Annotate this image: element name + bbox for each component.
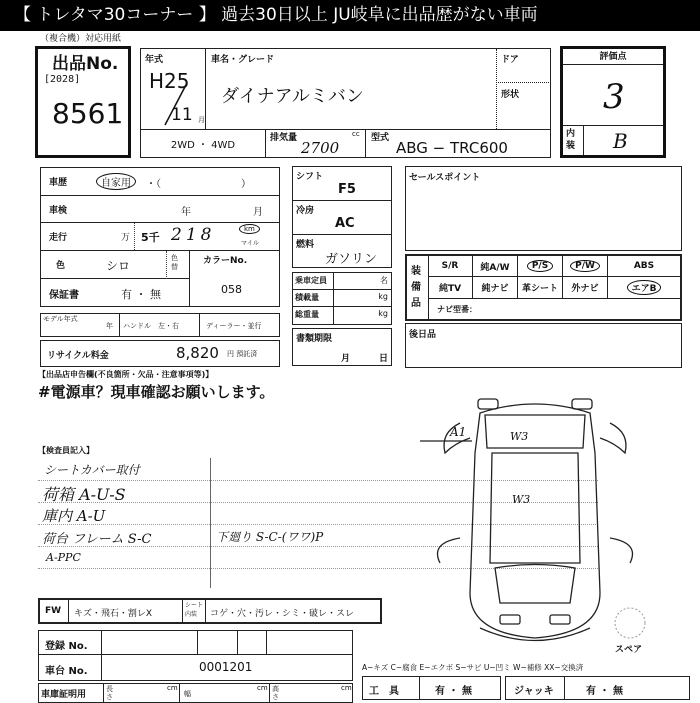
recycle-row — [40, 340, 280, 367]
shift-label: シフト — [296, 172, 324, 182]
shape-label: 形状 — [501, 90, 520, 100]
fw-label: FW — [45, 606, 62, 616]
equip-tv: 純TV — [428, 277, 473, 298]
equip-pw-label: P/W — [570, 260, 600, 272]
recycle-label: リサイクル料金 — [47, 351, 109, 361]
displacement-unit: cc — [352, 130, 360, 138]
color-change: 色替 — [171, 254, 178, 271]
damage-mark: A1 — [450, 425, 467, 439]
load-label: 積載量 — [295, 293, 319, 302]
model-value: ABG − TRC600 — [396, 139, 508, 157]
vehicle-box — [140, 48, 551, 158]
damage-mark: W3 — [510, 430, 529, 443]
history-value: 自家用 — [96, 173, 136, 190]
gross-label: 総重量 — [295, 310, 319, 319]
interior-score: B — [613, 129, 628, 153]
seller-note-label: 【出品店申告欄(不良箇所・欠品・注意事項等)】 — [38, 370, 214, 379]
cert-unit: cm — [341, 684, 352, 692]
lot-box — [35, 46, 131, 158]
inspection-label: 車検 — [49, 206, 68, 216]
ac-label: 冷房 — [296, 206, 315, 216]
equip-ext-nav: 外ナビ — [563, 277, 608, 298]
inspector-line: A-PPC — [46, 551, 81, 564]
equip-pw — [563, 256, 608, 276]
inspector-label: 【検査員記入】 — [38, 446, 94, 455]
lot-stamp: [2028] — [44, 74, 81, 85]
warranty-value: 有 ・ 無 — [121, 288, 161, 301]
year-label: 年式 — [145, 55, 164, 65]
fw-row — [38, 598, 382, 624]
spare-label: スペア — [615, 645, 643, 655]
inspection-year: 年 — [181, 207, 191, 218]
interior-label: 内装 — [566, 129, 576, 151]
score-value: 3 — [603, 77, 625, 117]
drive-type: 2WD ・ 4WD — [141, 129, 266, 157]
seat-label: シート内装 — [185, 602, 204, 618]
displacement-label: 排気量 — [270, 133, 298, 143]
car-name-label: 車名・グレード — [211, 55, 275, 65]
ac-value: AC — [335, 216, 355, 231]
inspection-month: 月 — [253, 207, 263, 218]
docs-month: 月 — [341, 354, 351, 364]
later-box — [405, 323, 682, 368]
docs-label: 書類期限 — [296, 334, 333, 344]
equip-airbag-label: エアB — [627, 280, 662, 295]
cert-length: 長さ — [106, 685, 113, 701]
jack-label: ジャッキ — [514, 686, 554, 697]
banner: 【 トレタマ30コーナー 】 過去30日以上 JU岐阜に出品歴がない車両 — [0, 0, 700, 31]
docs-day: 日 — [379, 354, 389, 364]
seat-items: コゲ・穴・汚レ・シミ・破レ・スレ — [210, 609, 355, 619]
tools-box — [362, 676, 501, 700]
equip-sr: S/R — [428, 256, 473, 276]
tools-label: 工 具 — [369, 686, 399, 697]
capacity-unit: 名 — [380, 276, 388, 285]
damage-legend: A−キズ C−腐食 E−エクボ S−サビ U−凹ミ W−補修 XX−交換済 — [362, 663, 584, 672]
sales-point-label: セールスポイント — [409, 173, 481, 183]
model-year-label: モデル年式 — [43, 315, 78, 323]
displacement-value: 2700 — [301, 139, 340, 157]
lot-number: 8561 — [52, 97, 124, 130]
inspector-right: 下廻り S-C-(ワワ)P — [216, 530, 324, 544]
mileage-km: km — [239, 224, 260, 234]
color-value: シロ — [106, 259, 131, 273]
history-rest: ・（ ） — [146, 179, 251, 190]
load-unit: kg — [378, 292, 388, 301]
cert-label: 車庫証明用 — [41, 690, 87, 700]
inspector-line: 庫内 A-U — [42, 507, 106, 525]
mileage-sen: 5千 — [141, 231, 160, 244]
chassis-number: 0001201 — [199, 660, 253, 674]
mileage-label: 走行 — [49, 233, 68, 243]
sales-point-box — [405, 166, 682, 251]
seller-note: #電源車？現車確認お願いします。 — [38, 383, 275, 401]
registration-label: 登録 No. — [45, 641, 88, 652]
handle: ハンドル 左・右 — [123, 322, 179, 330]
model-label: 型式 — [371, 133, 390, 143]
cert-unit: cm — [257, 684, 268, 692]
capacity-table — [292, 272, 392, 325]
spec-box — [292, 166, 392, 268]
cert-width: 幅 — [184, 690, 191, 698]
dealer: ディーラー・並行 — [206, 322, 262, 330]
inspector-line: シートカバー取付 — [44, 463, 140, 477]
equip-leather: 革シート — [518, 277, 563, 298]
equip-abs: ABS — [633, 261, 655, 271]
mileage-value: 218 — [171, 225, 216, 245]
equip-nav: 純ナビ — [473, 277, 518, 298]
recycle-unit: 円 預託済 — [227, 350, 258, 358]
fw-items: キズ・飛石・割レX — [74, 609, 152, 619]
cert-height: 高さ — [272, 685, 279, 701]
color-no-label: カラーNo. — [203, 256, 248, 266]
shift-value: F5 — [338, 182, 356, 197]
score-label: 評価点 — [599, 52, 627, 62]
recycle-value: 8,820 — [176, 344, 219, 362]
damage-mark: W3 — [512, 493, 531, 506]
warranty-label: 保証書 — [49, 290, 79, 301]
tools-value: 有 ・ 無 — [435, 686, 472, 697]
mileage-man: 万 — [121, 233, 131, 243]
equipment-box — [405, 254, 682, 321]
fuel-value: ガソリン — [325, 252, 378, 267]
later-label: 後日品 — [409, 330, 437, 340]
equip-ps — [518, 256, 563, 276]
fuel-label: 燃料 — [296, 240, 315, 250]
door-label: ドア — [501, 55, 519, 65]
capacity-label: 乗車定員 — [295, 276, 327, 285]
color-label: 色 — [56, 261, 66, 271]
inspector-line: 荷箱 A-U-S — [42, 485, 126, 504]
equip-alloy: 純A/W — [473, 256, 518, 276]
chassis-label: 車台 No. — [45, 666, 88, 677]
registration-table — [38, 630, 353, 681]
garage-cert-row — [38, 683, 353, 703]
year-month: 11 — [171, 105, 193, 125]
cert-unit: cm — [167, 684, 178, 692]
form-note: （複合機）対応用紙 — [40, 34, 122, 44]
history-label: 車歴 — [49, 178, 68, 188]
jack-value: 有 ・ 無 — [586, 686, 623, 697]
mileage-mile: マイル — [241, 240, 259, 247]
equip-airbag — [608, 277, 680, 298]
equip-ps-label: P/S — [527, 260, 553, 272]
jack-box — [505, 676, 690, 700]
docs-box — [292, 328, 392, 366]
car-name: ダイナアルミバン — [221, 86, 364, 107]
model-year-year: 年 — [106, 322, 113, 330]
history-box — [40, 167, 280, 307]
inspector-line: 荷台 フレーム S-C — [42, 532, 152, 547]
lot-label: 出品No. — [52, 54, 119, 74]
model-year-row — [40, 313, 280, 337]
gross-unit: kg — [378, 309, 388, 318]
score-box — [560, 46, 666, 158]
nav-model: ナビ型番： — [437, 305, 477, 314]
color-no: 058 — [221, 283, 242, 296]
equipment-label: 装備品 — [411, 266, 421, 309]
month-unit: 月 — [198, 116, 205, 124]
year-era: H25 — [149, 69, 190, 93]
